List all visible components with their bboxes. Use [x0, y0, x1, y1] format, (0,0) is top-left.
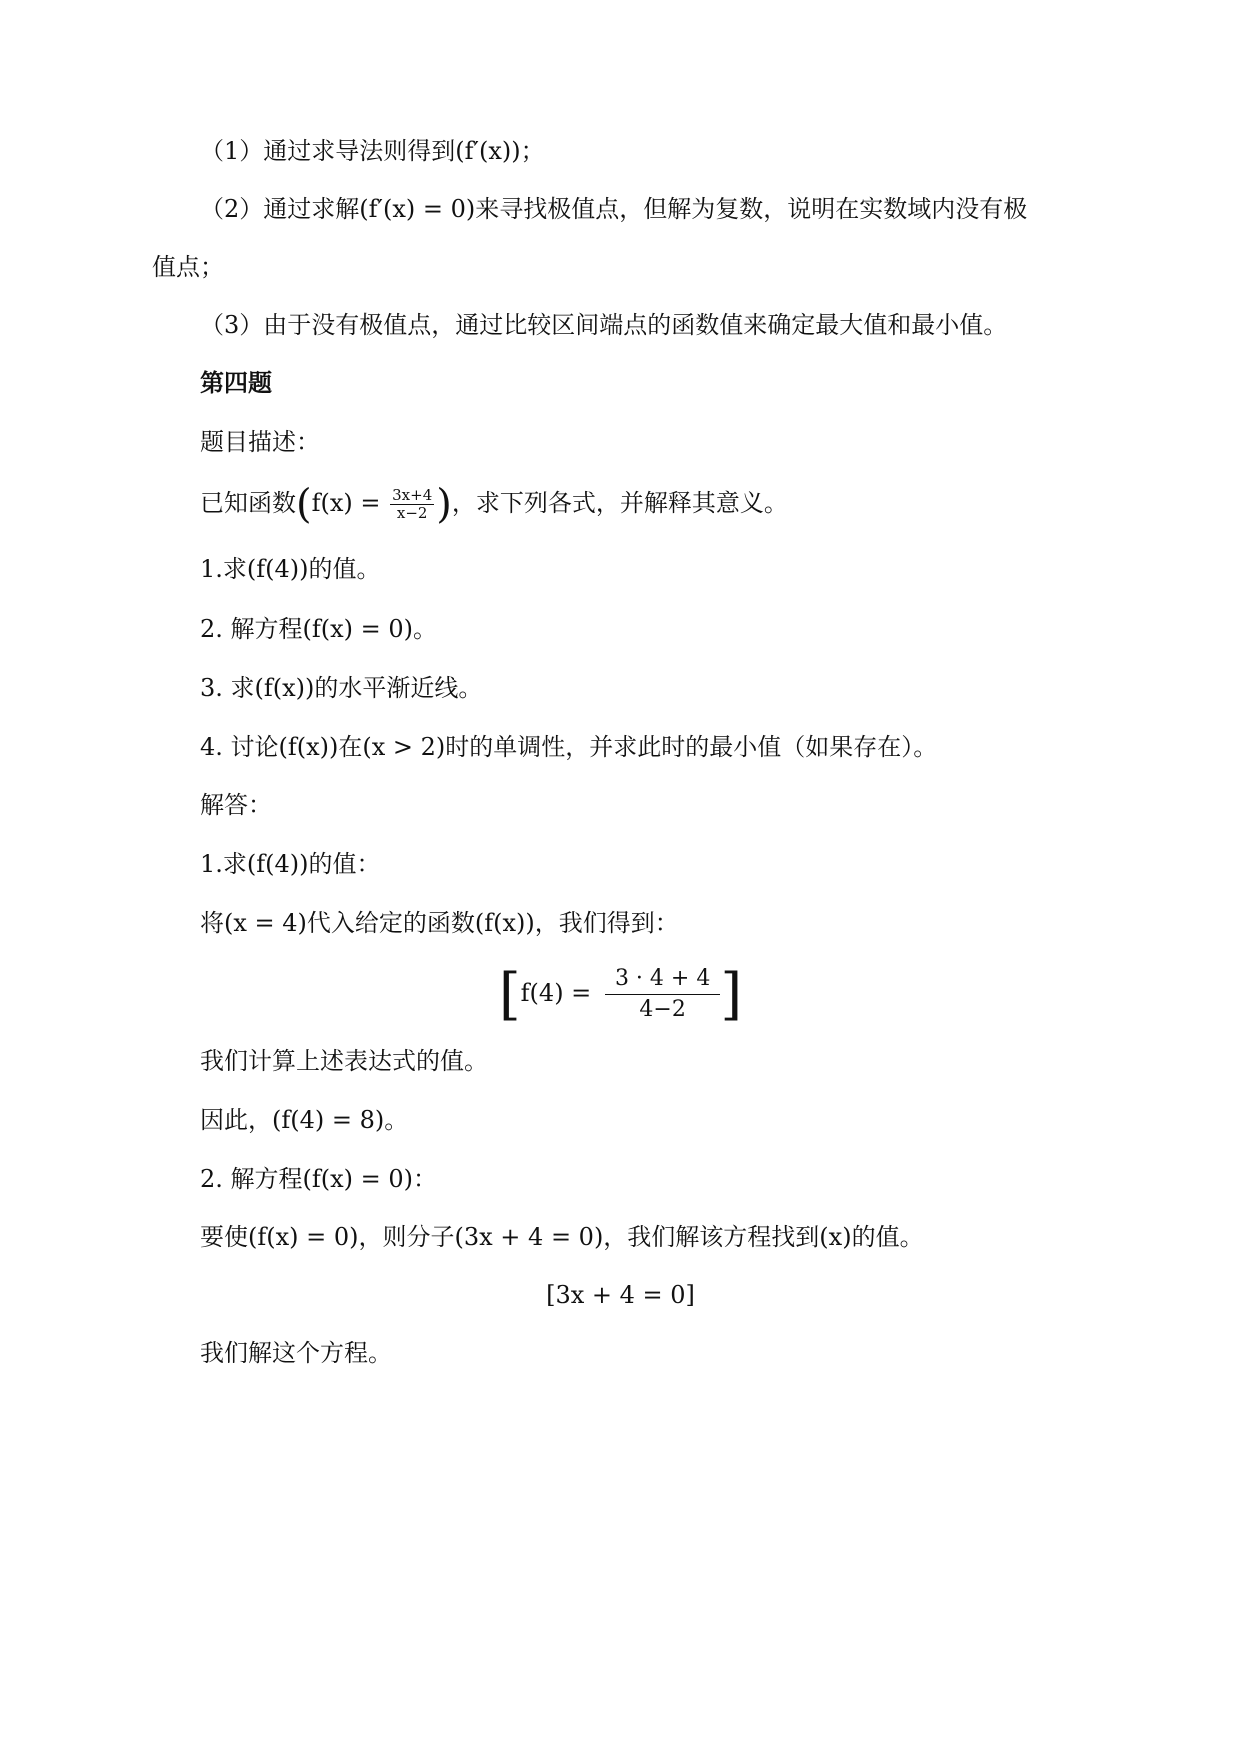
answer-label: 解答： — [200, 791, 272, 819]
left-bracket: [ — [498, 962, 521, 1027]
answer-1-calc: 我们计算上述表达式的值。 — [200, 1047, 488, 1075]
given-prefix: 已知函数 — [200, 489, 296, 517]
question-4: 4. 讨论(f(x))在(x > 2)时的单调性，并求此时的最小值（如果存在）。 — [200, 733, 938, 761]
fraction-numerator: 3x+4 — [392, 486, 433, 504]
answer-1-result: 因此，(f(4) = 8)。 — [200, 1106, 409, 1134]
open-paren: ( — [296, 481, 312, 528]
question-3: 3. 求(f(x))的水平渐近线。 — [200, 674, 483, 702]
problem-description-label: 题目描述： — [200, 428, 320, 456]
answer-2-explanation: 要使(f(x) = 0)，则分子(3x + 4 = 0)，我们解该方程找到(x)的值。 — [200, 1223, 924, 1251]
section-heading: 第四题 — [200, 368, 272, 397]
equation-fraction — [605, 964, 720, 1025]
equation-3x4: [3x + 4 = 0] — [546, 1281, 695, 1309]
fraction-denominator: x−2 — [396, 504, 428, 522]
equation-lhs: f(4) = — [520, 979, 592, 1007]
answer-2-solve: 我们解这个方程。 — [200, 1339, 392, 1367]
answer-2-title: 2. 解方程(f(x) = 0)： — [200, 1165, 438, 1193]
step-2-continuation: 值点； — [152, 253, 224, 281]
step-2-text: （2）通过求解(f′(x) = 0)来寻找极值点，但解为复数，说明在实数域内没有极 — [200, 195, 1028, 223]
given-function — [200, 481, 1091, 528]
equation-f4 — [0, 962, 1241, 1027]
right-bracket: ] — [720, 962, 743, 1027]
equation-denominator: 4−2 — [639, 997, 686, 1022]
question-2: 2. 解方程(f(x) = 0)。 — [200, 615, 438, 643]
answer-1-substitution: 将(x = 4)代入给定的函数(f(x))，我们得到： — [200, 909, 679, 937]
step-3-text: （3）由于没有极值点，通过比较区间端点的函数值来确定最大值和最小值。 — [200, 311, 1008, 339]
question-1: 1.求(f(4))的值。 — [200, 555, 381, 583]
answer-1-title: 1.求(f(4))的值： — [200, 850, 381, 878]
step-1-text: （1）通过求导法则得到(f′(x))； — [200, 137, 545, 165]
close-paren: ) — [436, 481, 452, 528]
given-fx: f(x) = — [311, 489, 381, 517]
given-suffix: ，求下列各式，并解释其意义。 — [451, 489, 788, 517]
given-fraction — [390, 487, 434, 522]
equation-numerator: 3 · 4 + 4 — [605, 964, 720, 995]
